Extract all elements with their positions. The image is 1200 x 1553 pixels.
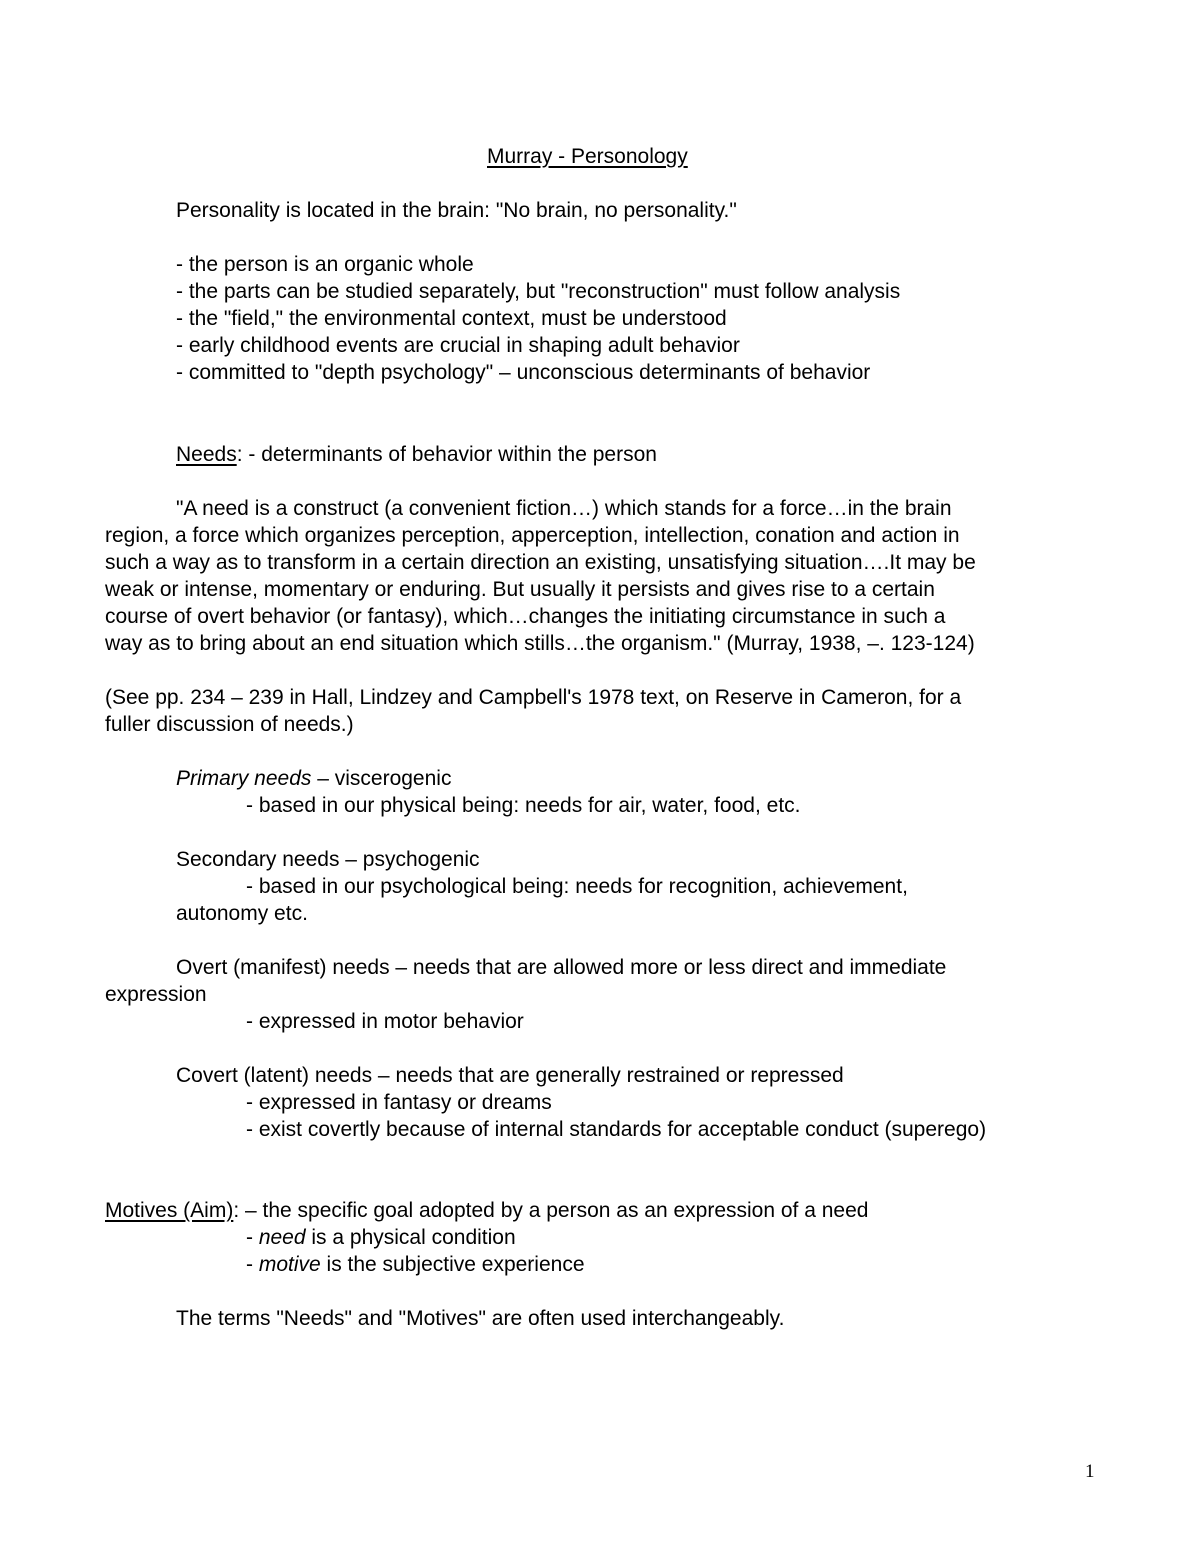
quote-line: course of overt behavior (or fantasy), which…changes the initiating circumstance in such a [105, 605, 946, 628]
motives-item-text: is a physical condition [305, 1226, 516, 1249]
primary-needs-label: Primary needs [176, 767, 312, 790]
principle-item: - the person is an organic whole [176, 253, 474, 276]
principle-item: - early childhood events are crucial in shaping adult behavior [176, 334, 740, 357]
principle-item: - the "field," the environmental context, must be understood [176, 307, 727, 330]
covert-needs-heading: Covert (latent) needs – needs that are generally restrained or repressed [176, 1064, 844, 1087]
motives-item-prefix: - [246, 1253, 259, 1276]
primary-needs-heading [176, 767, 451, 791]
motives-heading-definition: : – the specific goal adopted by a person as an expression of a need [233, 1199, 869, 1222]
page-number: 1 [1085, 1461, 1095, 1482]
see-also-line: (See pp. 234 – 239 in Hall, Lindzey and Campbell's 1978 text, on Reserve in Cameron, for a [105, 686, 962, 709]
motives-item-prefix: - [246, 1226, 259, 1249]
motives-heading-label: Motives (Aim) [105, 1199, 234, 1222]
page-title: Murray - Personology [487, 145, 688, 168]
motives-item-term: motive [258, 1253, 321, 1276]
primary-needs-type: – viscerogenic [311, 767, 452, 790]
needs-section-heading [176, 443, 657, 467]
motives-item-term: need [258, 1226, 306, 1249]
quote-line: "A need is a construct (a convenient fiction…) which stands for a force…in the brain [176, 497, 952, 520]
closing-statement: The terms "Needs" and "Motives" are often used interchangeably. [176, 1307, 785, 1330]
principle-item: - committed to "depth psychology" – unconscious determinants of behavior [176, 361, 871, 384]
secondary-needs-detail: - based in our psychological being: needs for recognition, achievement, [246, 875, 908, 898]
overt-needs-heading: Overt (manifest) needs – needs that are allowed more or less direct and immediate [176, 956, 947, 979]
motives-section-heading [105, 1199, 868, 1223]
overt-needs-detail: - expressed in motor behavior [246, 1010, 524, 1033]
overt-needs-heading-cont: expression [105, 983, 207, 1006]
needs-heading-label: Needs [176, 443, 237, 466]
quote-line: such a way as to transform in a certain direction an existing, unsatisfying situation….It may be [105, 551, 976, 574]
secondary-needs-heading: Secondary needs – psychogenic [176, 848, 480, 871]
covert-needs-detail: - expressed in fantasy or dreams [246, 1091, 552, 1114]
covert-needs-detail: - exist covertly because of internal standards for acceptable conduct (superego) [246, 1118, 987, 1141]
quote-line: way as to bring about an end situation which stills…the organism." (Murray, 1938, –. 123-124) [105, 632, 975, 655]
see-also-line: fuller discussion of needs.) [105, 713, 354, 736]
principle-item: - the parts can be studied separately, but "reconstruction" must follow analysis [176, 280, 901, 303]
intro-statement: Personality is located in the brain: "No brain, no personality." [176, 199, 737, 222]
motives-item [246, 1253, 585, 1277]
quote-line: region, a force which organizes perception, apperception, intellection, conation and action in [105, 524, 960, 547]
secondary-needs-detail-cont: autonomy etc. [176, 902, 308, 925]
needs-heading-definition: : - determinants of behavior within the person [236, 443, 657, 466]
motives-item [246, 1226, 516, 1250]
motives-item-text: is the subjective experience [320, 1253, 585, 1276]
primary-needs-detail: - based in our physical being: needs for air, water, food, etc. [246, 794, 801, 817]
quote-line: weak or intense, momentary or enduring. But usually it persists and gives rise to a certain [105, 578, 935, 601]
